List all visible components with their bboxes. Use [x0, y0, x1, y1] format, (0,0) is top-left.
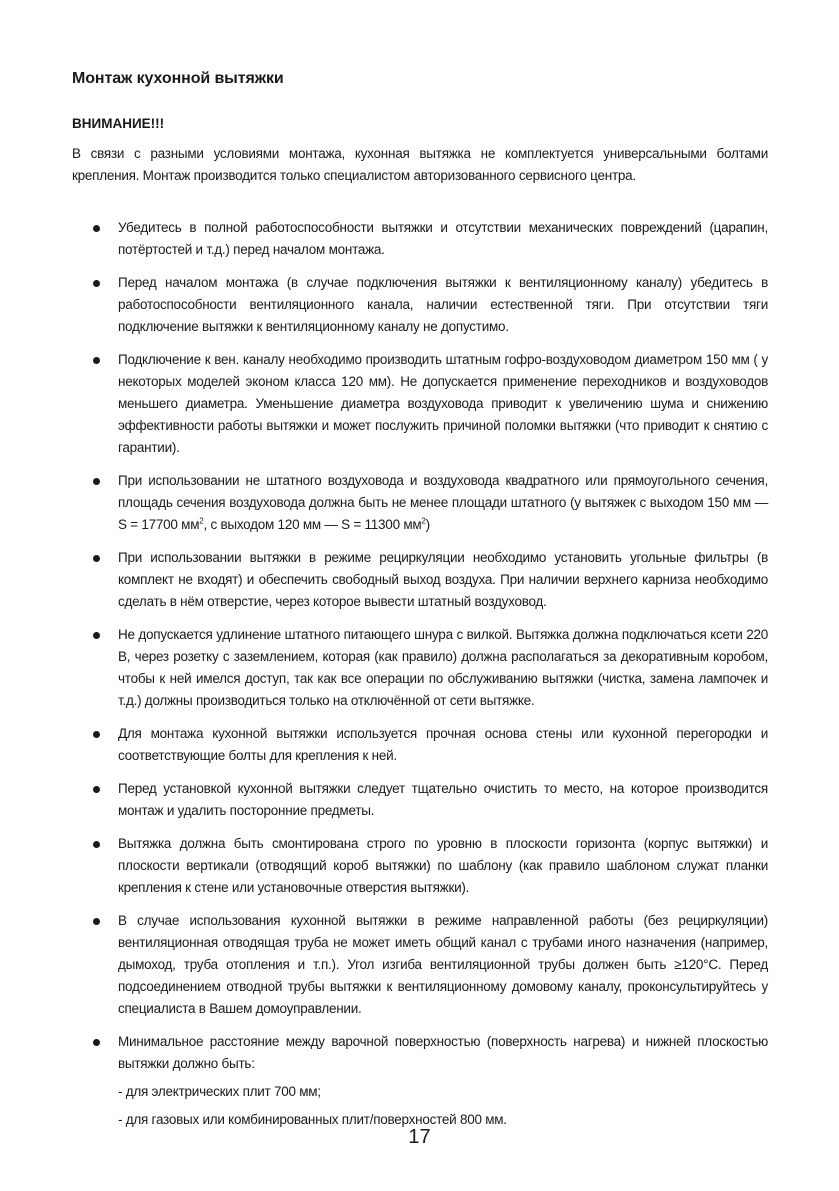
- list-item: [93, 272, 768, 338]
- page-number: 17: [408, 1126, 431, 1148]
- list-item: [93, 624, 768, 712]
- list-item: [93, 723, 768, 767]
- list-item: [93, 470, 768, 536]
- warning-text: В связи с разными условиями монтажа, кухонная вытяжка не комплектуется универсальными болтами крепления. Монтаж производится только специалистом авторизованного сервисного центра.: [72, 146, 768, 183]
- list-item-text: [118, 473, 768, 532]
- text-segment: , с выходом 120 мм — S = 11300 мм: [203, 517, 422, 532]
- bullet-icon: [93, 786, 100, 793]
- text-segment: При использовании не штатного воздуховода и воздуховода квадратного или прямоугольного сечения, площадь сечения воздуховода должна быть не менее площади штатного (у вытяжек с выходом 150 мм — S = 17700 мм: [118, 473, 768, 532]
- list-item: [93, 547, 768, 613]
- installation-instructions-list: [93, 217, 768, 1142]
- list-item: [93, 833, 768, 899]
- list-item: [93, 217, 768, 261]
- list-item: [93, 910, 768, 1020]
- bullet-icon: [93, 280, 100, 287]
- bullet-icon: [93, 632, 100, 639]
- list-item: [93, 1031, 768, 1131]
- list-item-text: В случае использования кухонной вытяжки в режиме направленной работы (без рециркуляции) вентиляционная отводящая труба не может иметь общий канал с трубами иного назначения (например, дымоход, труба отопления и т.п.). Угол изгиба вентиляционной трубы должен быть ≥120°С. Перед подсоединением отводной трубы вытяжки к вентиляционному домовому каналу, проконсультируйтесь у специалиста в Вашем домоуправлении.: [118, 913, 768, 1016]
- list-item-text: Не допускается удлинение штатного питающего шнура с вилкой. Вытяжка должна подключаться ксети 220 В, через розетку с заземлением, которая (как правило) должна располагаться за декоративным коробом, чтобы к ней имелся доступ, так как все операции по обслуживанию вытяжки (чистка, замена лампочек и т.д.) должны производиться только на отключённой от сети вытяжке.: [118, 627, 768, 708]
- bullet-icon: [93, 555, 100, 562]
- warning-heading: ВНИМАНИЕ!!!: [72, 116, 165, 131]
- bullet-icon: [93, 1039, 100, 1046]
- text-segment: ): [425, 517, 430, 532]
- bullet-icon: [93, 918, 100, 925]
- list-item-text: Подключение к вен. каналу необходимо производить штатным гофро-воздуховодом диаметром 150 мм ( у некоторых моделей эконом класса 120 мм). Не допускается применение переходников и воздуховодов меньшего диаметра. Уменьшение диаметра воздуховода приводит к увеличению шума и снижению эффективности работы вытяжки и может послужить причиной поломки вытяжки (что приводит к снятию с гарантии).: [118, 352, 768, 455]
- list-item-text: Для монтажа кухонной вытяжки используется прочная основа стены или кухонной перегородки и соответствующие болты для крепления к ней.: [118, 726, 768, 763]
- list-item: [93, 778, 768, 822]
- superscript: 2: [421, 516, 426, 526]
- list-item-text: Убедитесь в полной работоспособности вытяжки и отсутствии механических повреждений (царапин, потёртостей и т.д.) перед началом монтажа.: [118, 220, 768, 257]
- bullet-icon: [93, 478, 100, 485]
- list-item-text: Перед установкой кухонной вытяжки следует тщательно очистить то место, на которое производится монтаж и удалить посторонние предметы.: [118, 781, 768, 818]
- superscript: 2: [199, 516, 204, 526]
- list-item-text: Минимальное расстояние между варочной поверхностью (поверхность нагрева) и нижней плоскостью вытяжки должно быть:: [118, 1034, 768, 1071]
- bullet-icon: [93, 225, 100, 232]
- page-title: Монтаж кухонной вытяжки: [72, 70, 284, 87]
- bullet-icon: [93, 357, 100, 364]
- list-item-text: При использовании вытяжки в режиме рециркуляции необходимо установить угольные фильтры (в комплект не входят) и обеспечить свободный выход воздуха. При наличии верхнего карниза необходимо сделать в нём отверстие, через которое вывести штатный воздуховод.: [118, 550, 768, 609]
- list-item: [93, 349, 768, 459]
- sub-item-electric: - для электрических плит 700 мм;: [118, 1084, 321, 1099]
- bullet-icon: [93, 841, 100, 848]
- sub-item-gas: - для газовых или комбинированных плит/поверхностей 800 мм.: [118, 1112, 507, 1127]
- bullet-icon: [93, 731, 100, 738]
- list-item-text: Вытяжка должна быть смонтирована строго по уровню в плоскости горизонта (корпус вытяжки) и плоскости вертикали (отводящий короб вытяжки) по шаблону (как правило шаблоном служат планки крепления к стене или установочные отверстия вытяжки).: [118, 836, 768, 895]
- list-item-text: Перед началом монтажа (в случае подключения вытяжки к вентиляционному каналу) убедитесь в работоспособности вентиляционного канала, наличии естественной тяги. При отсутствии тяги подключение вытяжки к вентиляционному каналу не допустимо.: [118, 275, 768, 334]
